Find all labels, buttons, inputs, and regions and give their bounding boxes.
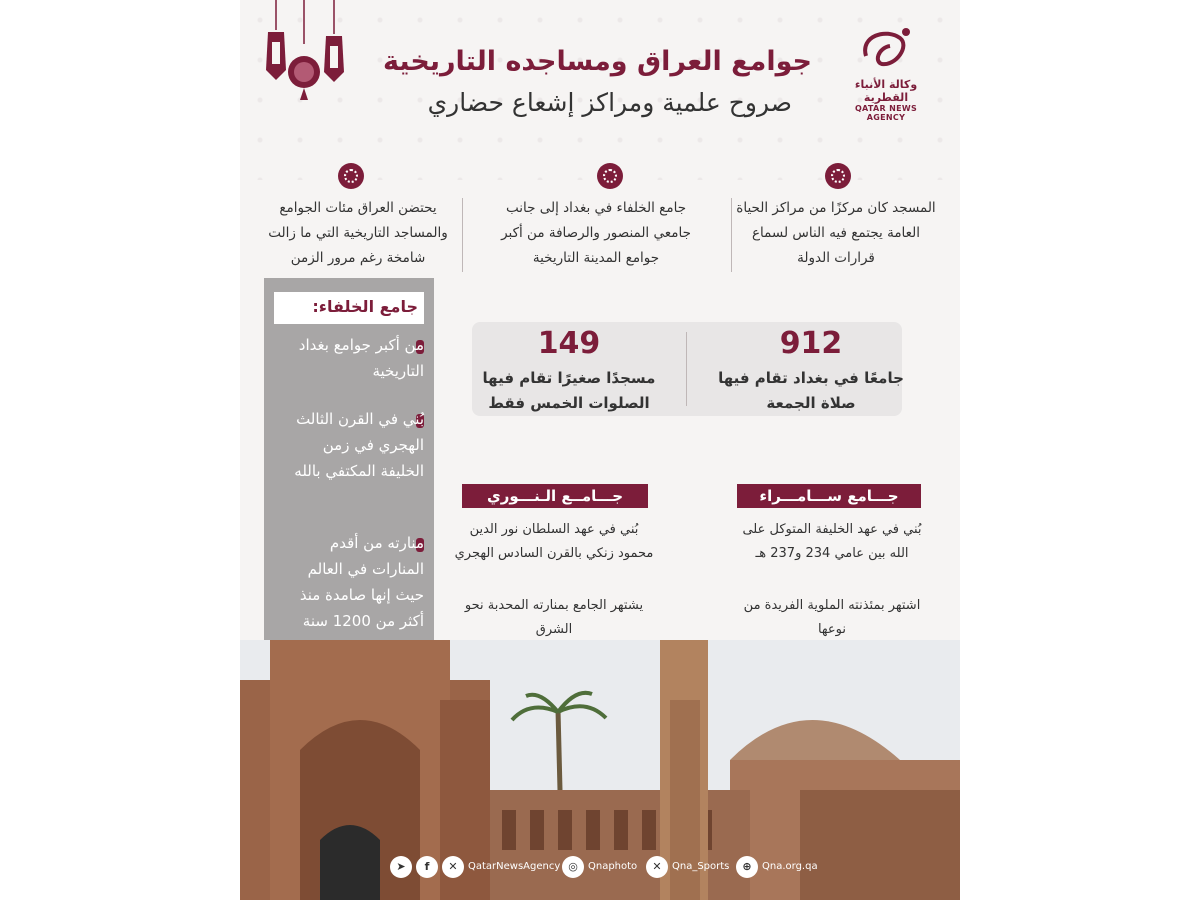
divider: [462, 198, 463, 272]
divider: [731, 198, 732, 272]
intro-text-1: المسجد كان مركزًا من مراكز الحياة العامة يجتمع فيه الناس لسماع قرارات الدولة: [736, 200, 936, 266]
footer-social-handle[interactable]: QatarNewsAgency: [468, 861, 561, 872]
mosque-built-nouri: بُني في عهد السلطان نور الدين محمود زنكي بالقرن السادس الهجري: [454, 522, 654, 561]
stat-number: 149: [537, 326, 601, 361]
stat-label: جامعًا في بغداد تقام فيها صلاة الجمعة: [718, 369, 904, 412]
globe-icon[interactable]: ⊕: [736, 856, 758, 878]
page-subtitle: صروح علمية ومراكز إشعاع حضاري: [427, 88, 792, 117]
ornament-icon: [825, 163, 851, 189]
sidebar-item: منارته من أقدم المنارات في العالم حيث إنها صامدة منذ أكثر من 1200 سنة: [299, 534, 424, 630]
logo-name-ar: وكالة الأنباء القطرية: [854, 78, 918, 104]
mosque-title-samarra: جـــامع ســـامـــراء: [737, 484, 921, 508]
mosque-famous-nouri: يشتهر الجامع بمنارته المحدبة نحو الشرق: [464, 598, 644, 637]
mosque-built-samarra: بُني في عهد الخليفة المتوكل على الله بين عامي 234 و237 هـ: [742, 522, 922, 561]
stat-label: مسجدًا صغيرًا تقام فيها الصلوات الخمس فقط: [482, 369, 656, 412]
sidebar-title: جامع الخلفاء:: [312, 297, 418, 316]
telegram-icon[interactable]: ➤: [390, 856, 412, 878]
mosque-famous-samarra: اشتهر بمئذنته الملوية الفريدة من نوعها: [743, 598, 921, 637]
qna-logo-icon: [856, 22, 916, 74]
ramadan-lanterns-icon: [262, 0, 352, 110]
intro-text-3: يحتضن العراق مئات الجوامع والمساجد التاريخية التي ما زالت شامخة رغم مرور الزمن: [268, 200, 448, 266]
sidebar-item: بُني في القرن الثالث الهجري في زمن الخليفة المكتفي بالله: [294, 410, 424, 480]
footer-instagram-handle[interactable]: Qnaphoto: [588, 861, 638, 872]
sidebar-title-tab: [274, 292, 424, 324]
divider: [686, 332, 687, 406]
stat-number: 912: [779, 326, 843, 361]
facebook-icon[interactable]: f: [416, 856, 438, 878]
intro-text-2: جامع الخلفاء في بغداد إلى جانب جامعي المنصور والرصافة من أكبر جوامع المدينة التاريخية: [501, 200, 691, 266]
mosque-title-nouri: جـــامــع الـنـــوري: [462, 484, 648, 508]
x-icon[interactable]: ✕: [646, 856, 668, 878]
sidebar-item: من أكبر جوامع بغداد التاريخية: [298, 336, 424, 380]
x-icon[interactable]: ✕: [442, 856, 464, 878]
page-title: جوامع العراق ومساجده التاريخية: [382, 46, 812, 77]
ornament-icon: [597, 163, 623, 189]
qna-logo: [836, 22, 936, 122]
logo-name-en: QATAR NEWS AGENCY: [854, 104, 918, 122]
infographic-poster: [240, 0, 960, 900]
footer-sports-handle[interactable]: Qna_Sports: [672, 861, 730, 872]
instagram-icon[interactable]: ◎: [562, 856, 584, 878]
footer-website[interactable]: Qna.org.qa: [762, 861, 818, 872]
ornament-icon: [338, 163, 364, 189]
